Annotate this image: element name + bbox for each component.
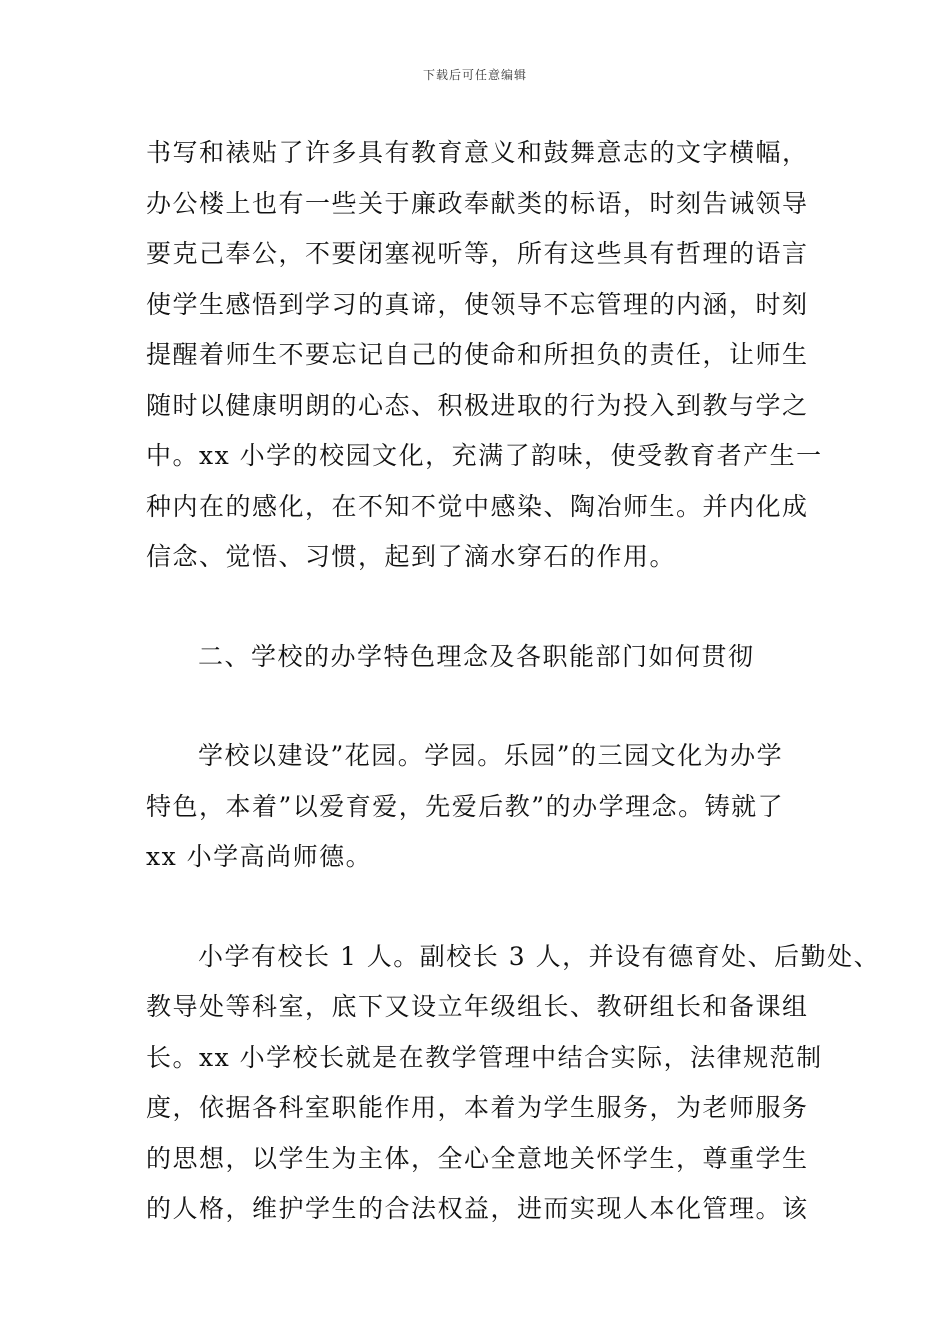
page-header-note: 下载后可任意编辑: [422, 68, 527, 82]
text-line: 随时以健康明朗的心态、积极进取的行为投入到教与学之: [146, 390, 809, 420]
text-line: 教导处等科室，底下又设立年级组长、教研组长和备课组: [146, 992, 809, 1021]
document-body: [146, 128, 881, 1235]
text-line: 书写和裱贴了许多具有教育意义和鼓舞意志的文字横幅，: [146, 138, 809, 167]
paragraph-school-organization: [146, 932, 881, 1235]
text-line: 度，依据各科室职能作用，本着为学生服务，为老师服务: [146, 1093, 809, 1122]
text-line: 小学有校长 1 人。副校长 3 人，并设有德育处、后勤处、: [198, 941, 881, 971]
text-line: 的思想，以学生为主体，全心全意地关怀学生，尊重学生: [146, 1143, 809, 1173]
section-heading: 二、学校的办学特色理念及各职能部门如何贯彻: [198, 641, 755, 671]
paragraph-campus-culture: [146, 128, 826, 583]
text-line: 要克己奉公，不要闭塞视听等，所有这些具有哲理的语言: [146, 239, 809, 268]
text-line: 提醒着师生不要忘记自己的使命和所担负的责任，让师生: [146, 340, 809, 369]
text-line: 特色，本着”以爱育爱，先爱后教”的办学理念。铸就了: [146, 791, 785, 821]
text-line: 使学生感悟到学习的真谛，使领导不忘管理的内涵，时刻: [146, 289, 809, 319]
text-line: 长。xx 小学校长就是在教学管理中结合实际，法律规范制: [146, 1042, 823, 1072]
text-line: 中。xx 小学的校园文化，充满了韵味，使受教育者产生一: [146, 441, 823, 470]
text-line: 办公楼上也有一些关于廉政奉献类的标语，时刻告诫领导: [146, 188, 809, 218]
text-line: 种内在的感化，在不知不觉中感染、陶冶师生。并内化成: [146, 491, 809, 521]
text-line: xx 小学高尚师德。: [146, 842, 373, 871]
text-line: 的人格，维护学生的合法权益，进而实现人本化管理。该: [146, 1194, 809, 1223]
text-line: 学校以建设”花园。学园。乐园”的三园文化为办学: [198, 741, 784, 770]
text-line: 信念、觉悟、习惯，起到了滴水穿石的作用。: [146, 542, 677, 571]
paragraph-spacer: [146, 583, 826, 632]
paragraph-spacer: [146, 883, 826, 932]
paragraph-spacer: [146, 682, 826, 731]
paragraph-school-philosophy: [146, 731, 826, 883]
